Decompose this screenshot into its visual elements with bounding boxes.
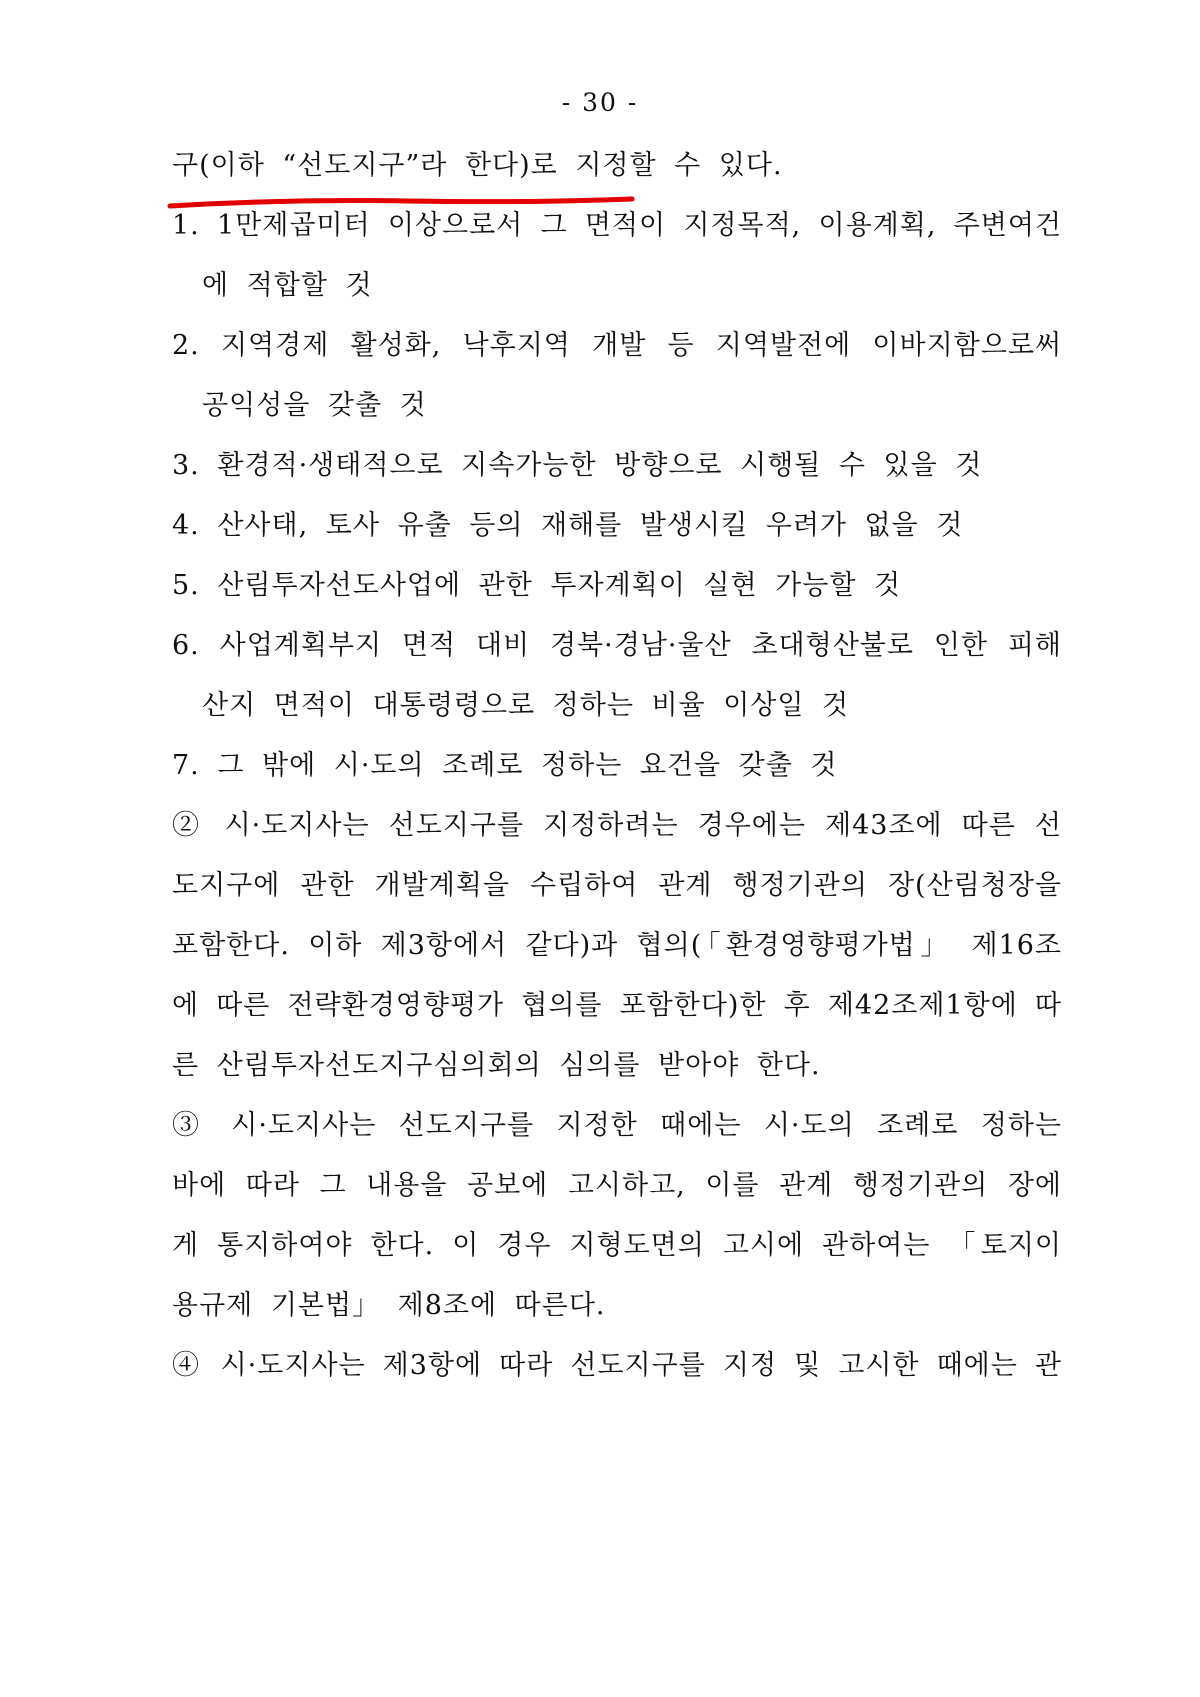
text-line-7: 4. 산사태, 토사 유출 등의 재해를 발생시킬 우려가 없을 것	[172, 510, 964, 541]
text-line-6: 3. 환경적·생태적으로 지속가능한 방향으로 시행될 수 있을 것	[172, 450, 983, 481]
text-line-19: 게 통지하여야 한다. 이 경우 지형도면의 고시에 관하여는 「토지이	[172, 1230, 1062, 1261]
page-number: - 30 -	[561, 88, 639, 117]
text-line-10: 산지 면적이 대통령령으로 정하는 비율 이상일 것	[202, 690, 850, 721]
text-line-4: 2. 지역경제 활성화, 낙후지역 개발 등 지역발전에 이바지함으로써	[172, 330, 1062, 361]
text-line-15: 에 따른 전략환경영향평가 협의를 포함한다)한 후 제42조제1항에 따	[172, 990, 1062, 1021]
text-line-14: 포함한다. 이하 제3항에서 같다)과 협의(「환경영향평가법」 제16조	[172, 930, 1062, 961]
text-line-5: 공익성을 갖출 것	[202, 390, 427, 421]
text-line-16: 른 산림투자선도지구심의회의 심의를 받아야 한다.	[172, 1050, 821, 1081]
text-line-18: 바에 따라 그 내용을 공보에 고시하고, 이를 관계 행정기관의 장에	[172, 1170, 1062, 1201]
text-line-17: ③ 시·도지사는 선도지구를 지정한 때에는 시·도의 조례로 정하는	[172, 1110, 1062, 1141]
text-line-2: 1. 1만제곱미터 이상으로서 그 면적이 지정목적, 이용계획, 주변여건	[172, 210, 1062, 241]
text-line-8: 5. 산림투자선도사업에 관한 투자계획이 실현 가능할 것	[172, 570, 902, 601]
text-line-13: 도지구에 관한 개발계획을 수립하여 관계 행정기관의 장(산림청장을	[172, 870, 1062, 901]
text-line-12: ② 시·도지사는 선도지구를 지정하려는 경우에는 제43조에 따른 선	[172, 810, 1062, 841]
text-line-1: 구(이하 “선도지구”라 한다)로 지정할 수 있다.	[172, 150, 783, 181]
text-line-20: 용규제 기본법」 제8조에 따른다.	[172, 1290, 606, 1321]
text-line-11: 7. 그 밖에 시·도의 조례로 정하는 요건을 갖출 것	[172, 750, 838, 781]
text-line-9: 6. 사업계획부지 면적 대비 경북·경남·울산 초대형산불로 인한 피해	[172, 630, 1062, 661]
text-line-21: ④ 시·도지사는 제3항에 따라 선도지구를 지정 및 고시한 때에는 관	[172, 1350, 1062, 1381]
text-line-3: 에 적합할 것	[202, 270, 373, 301]
